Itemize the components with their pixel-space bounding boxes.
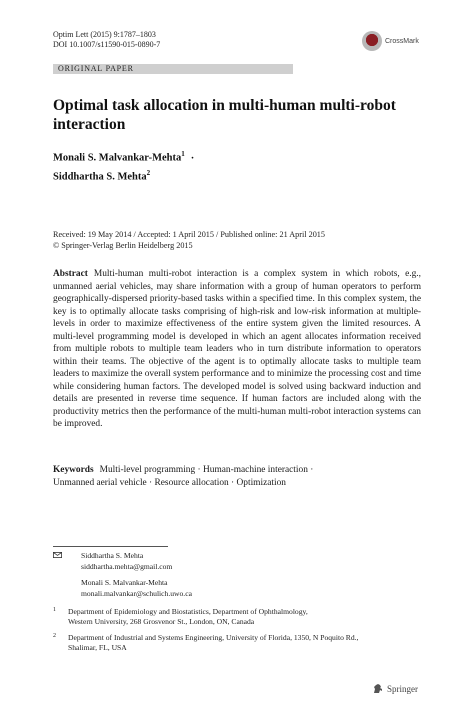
author-2-name[interactable]: Siddhartha S. Mehta xyxy=(53,171,147,182)
author-1-name[interactable]: Monali S. Malvankar-Mehta xyxy=(53,152,182,164)
keywords xyxy=(53,464,421,490)
author-1 xyxy=(53,147,194,166)
doi[interactable]: DOI 10.1007/s11590-015-0890-7 xyxy=(53,40,161,49)
author-1-affiliation-mark: 1 xyxy=(181,150,185,158)
springer-logo xyxy=(372,683,418,694)
publication-dates xyxy=(53,229,325,251)
copyright-line: © Springer-Verlag Berlin Heidelberg 2015 xyxy=(53,241,193,250)
author-2-affiliation-mark: 2 xyxy=(146,168,151,177)
abstract-heading: Abstract xyxy=(53,269,88,279)
title-line-1: Optimal task allocation in multi-human multi-robot xyxy=(53,97,396,114)
footnote-rule xyxy=(53,546,168,547)
affiliation-2-line-2: Shalimar, FL, USA xyxy=(68,643,127,652)
affiliation-1-line-2: Western University, 268 Grosvenor St., London, ON, Canada xyxy=(68,617,255,626)
paper-title xyxy=(53,96,413,134)
crossmark-badge[interactable] xyxy=(362,31,419,51)
corresponding-author-name: Siddhartha S. Mehta xyxy=(81,551,144,560)
envelope-icon xyxy=(53,552,62,558)
crossmark-label: CrossMark xyxy=(385,37,419,45)
journal-meta xyxy=(53,30,160,50)
abstract xyxy=(53,268,421,431)
affiliation-1-number: 1 xyxy=(53,607,56,613)
author-separator: · xyxy=(190,152,195,164)
springer-horse-icon xyxy=(372,683,384,694)
affiliation-2-line-1: Department of Industrial and Systems Engineering, University of Florida, 1350, N Poquito Rd., xyxy=(68,633,359,642)
citation: Optim Lett (2015) 9:1787–1803 xyxy=(53,30,156,39)
paper-type-label: ORIGINAL PAPER xyxy=(58,64,134,73)
keywords-heading: Keywords xyxy=(53,465,94,475)
keywords-line-2: Unmanned aerial vehicle · Resource allocation · Optimization xyxy=(53,478,286,488)
title-line-2: interaction xyxy=(53,116,126,133)
crossmark-icon xyxy=(362,31,382,51)
authors xyxy=(53,147,194,184)
springer-label: Springer xyxy=(387,683,418,694)
affiliation-1-line-1: Department of Epidemiology and Biostatistics, Department of Ophthalmology, xyxy=(68,607,308,616)
second-author-email[interactable]: monali.malvankar@schulich.uwo.ca xyxy=(81,588,192,598)
second-author-name: Monali S. Malvankar-Mehta xyxy=(81,578,168,587)
abstract-text: Multi-human multi-robot interaction is a complex system in which robots, e.g., unmanned aerial vehicles, may share information with a group of human operators to perform geographically-dispersed priority-based tasks within a specified time. In this complex system, the key is to optimally allocate tasks comprising of high-risk and low-risk information at multiple-levels in order to maximize effectiveness of the entire system given the limited resources. A multi-level programming model is developed in which an agent allocates information received from multiple robots to multiple team leaders who in turn distribute information to operators within their teams. The objective of the agent is to optimally allocate tasks to multiple team leaders to maximize the overall system performance and to minimize the processing cost and time while considering human factors. The developed model is solved using backward induction and details are presented in reverse time sequence. If human factors are included along with the productivity metrics then the performance of the multi-human multi-robot interaction systems can be improved. xyxy=(53,269,421,429)
affiliation-2-number: 2 xyxy=(53,633,56,639)
keywords-line-1: Multi-level programming · Human-machine interaction · xyxy=(99,465,314,475)
author-2 xyxy=(53,166,194,185)
corresponding-author-email[interactable]: siddhartha.mehta@gmail.com xyxy=(81,561,173,571)
dates-line: Received: 19 May 2014 / Accepted: 1 April 2015 / Published online: 21 April 2015 xyxy=(53,230,325,239)
